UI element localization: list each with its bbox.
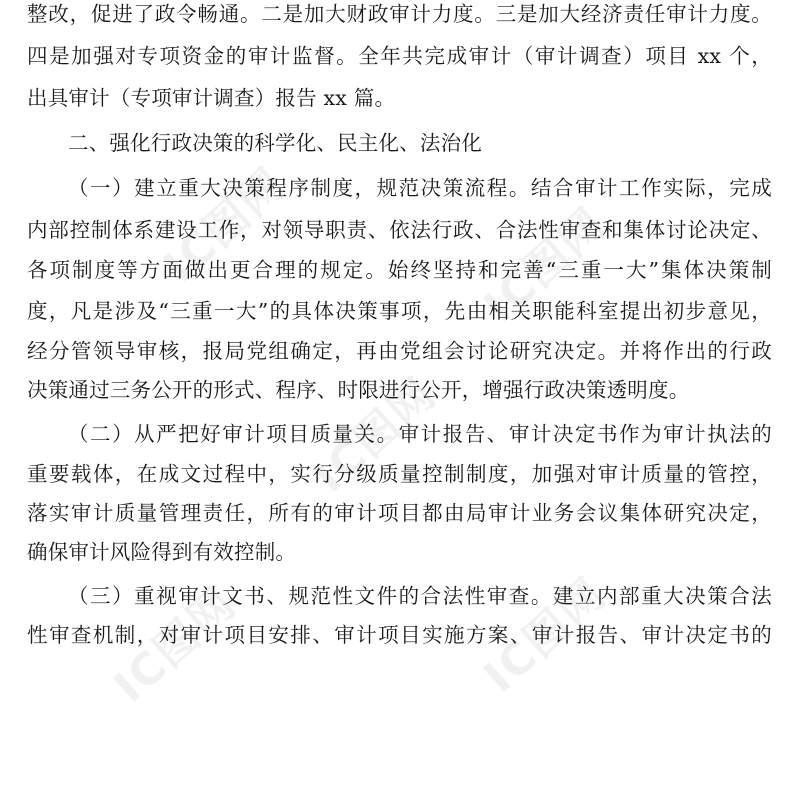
text-line: 重要载体，在成文过程中，实行分级质量控制制度，加强对审计质量的管控， [27, 462, 772, 486]
text-line: 整改，促进了政令畅通。二是加大财政审计力度。三是加大经济责任审计力度。 [27, 2, 772, 26]
text-line: 确保审计风险得到有效控制。 [27, 540, 297, 564]
text-line: （一）建立重大决策程序制度，规范决策流程。结合审计工作实际，完成 [68, 176, 772, 200]
text-line: 落实审计质量管理责任，所有的审计项目都由局审计业务会议集体研究决定， [27, 501, 772, 525]
watermark: IC图网 [104, 577, 247, 713]
text-line: 决策通过三务公开的形式、程序、时限进行公开，增强行政决策透明度。 [27, 378, 690, 402]
text-line: （二）从严把好审计项目质量关。审计报告、审计决定书作为审计执法的 [68, 422, 772, 446]
text-line: 四是加强对专项资金的审计监督。全年共完成审计（审计调查）项目 xx 个， [27, 44, 772, 68]
watermark: IC图网 [304, 367, 447, 503]
text-line: 经分管领导审核，报局党组确定，再由党组会讨论研究决定。并将作出的行政 [27, 339, 772, 363]
text-line: 内部控制体系建设工作，对领导职责、依法行政、合法性审查和集体讨论决定、 [27, 218, 772, 242]
text-line: 出具审计（专项审计调查）报告 xx 篇。 [27, 86, 396, 110]
text-line: 性审查机制，对审计项目安排、审计项目实施方案、审计报告、审计决定书的 [27, 623, 772, 647]
watermark: IC图网 [474, 197, 617, 333]
text-line: 各项制度等方面做出更合理的规定。始终坚持和完善“三重一大”集体决策制 [27, 258, 772, 282]
section-heading: 二、强化行政决策的科学化、民主化、法治化 [68, 131, 482, 155]
text-line: 度，凡是涉及“三重一大”的具体决策事项，先由相关职能科室提出初步意见， [27, 299, 772, 323]
watermark: IC图网 [154, 157, 297, 293]
text-line: （三）重视审计文书、规范性文件的合法性审查。建立内部重大决策合法 [68, 584, 772, 608]
watermark: IC图网 [474, 567, 617, 703]
